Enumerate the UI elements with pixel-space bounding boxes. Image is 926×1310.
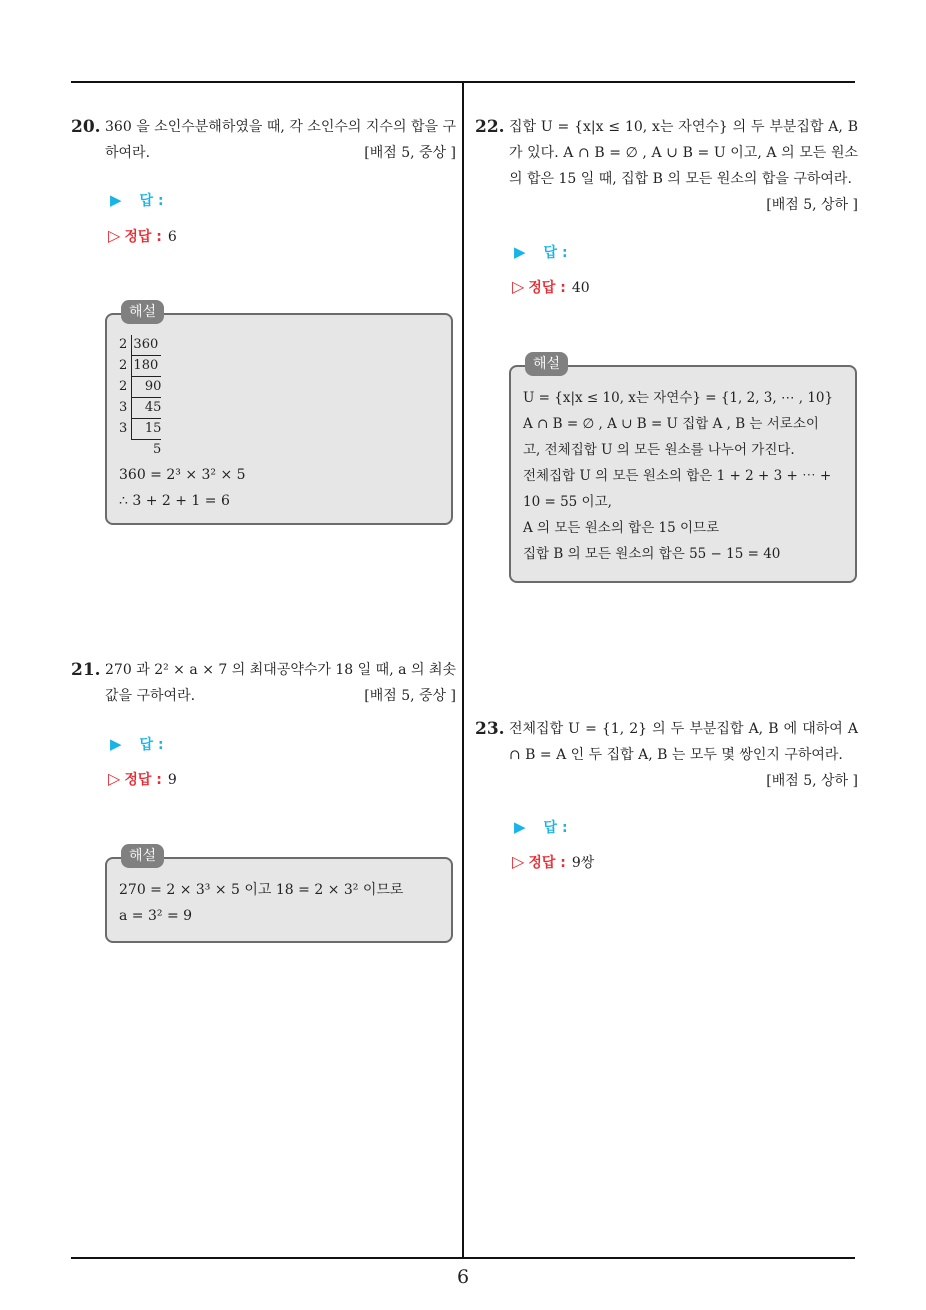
explanation-line: 고, 전체집합 U 의 모든 원소를 나누어 가진다. — [523, 442, 795, 458]
problem-text — [105, 114, 456, 166]
answer-line — [514, 817, 568, 837]
answer-label: 답 : — [543, 820, 568, 836]
explanation-line: 10 = 55 이고, — [523, 494, 612, 510]
page-number: 6 — [456, 1266, 470, 1288]
problem-21 — [71, 657, 456, 709]
explanation-line: A ∩ B = ∅ , A ∪ B = U 집합 A , B 는 서로소이 — [523, 416, 819, 432]
problem-statement: 전체집합 U = {1, 2} 의 두 부분집합 A, B 에 대하여 A ∩ B = A 인 두 집합 A, B 는 모두 몇 쌍인지 구하여라. — [509, 721, 858, 763]
solution-line — [512, 277, 590, 297]
solution-label: 정답 : — [124, 772, 162, 788]
solution-arrow-icon: ▷ — [108, 226, 121, 245]
division-row: 2 180 — [119, 356, 439, 377]
answer-label: 답 : — [139, 193, 164, 209]
answer-arrow-icon: ▶ — [514, 818, 526, 836]
explanation-line: 전체집합 U 의 모든 원소의 합은 1 + 2 + 3 + ⋯ + — [523, 468, 832, 484]
score-label: [배점 5, 중상 ] — [364, 145, 456, 161]
explanation-box — [105, 848, 453, 943]
answer-label: 답 : — [543, 245, 568, 261]
explanation-line: A 의 모든 원소의 합은 15 이므로 — [523, 520, 720, 536]
explanation-line: a = 3² = 9 — [119, 908, 193, 924]
answer-line — [110, 734, 164, 754]
explanation-tag: 해설 — [525, 352, 568, 376]
problem-text — [509, 716, 858, 794]
division-ladder — [119, 335, 439, 460]
answer-arrow-icon: ▶ — [514, 243, 526, 261]
answer-arrow-icon: ▶ — [110, 191, 122, 209]
solution-line — [108, 226, 177, 246]
division-row: 2 360 — [119, 335, 439, 356]
problem-text — [105, 657, 456, 709]
problem-22 — [475, 114, 858, 218]
solution-label: 정답 : — [528, 855, 566, 871]
division-row: 3 15 — [119, 419, 439, 440]
solution-value: 6 — [167, 229, 177, 245]
explanation-line: 360 = 2³ × 3² × 5 — [119, 467, 246, 483]
problem-number: 21. — [71, 660, 101, 680]
problem-statement: 집합 U = {x|x ≤ 10, x는 자연수} 의 두 부분집합 A, B 가 있다. A ∩ B = ∅ , A ∪ B = U 이고, A 의 모든 원소의 합은 15 일 때, 집합 B 의 모든 원소의 합을 구하여라. — [509, 119, 858, 187]
solution-arrow-icon: ▷ — [512, 277, 525, 296]
division-remainder: 5 — [153, 442, 162, 457]
problem-statement: 360 을 소인수분해하였을 때, 각 소인수의 지수의 합을 구하여라. — [105, 119, 456, 161]
solution-label: 정답 : — [124, 229, 162, 245]
score-label: [배점 5, 상하 ] — [766, 197, 858, 213]
solution-line — [108, 769, 177, 789]
explanation-box — [509, 356, 857, 583]
explanation-tag: 해설 — [121, 844, 164, 868]
explanation-line: U = {x|x ≤ 10, x는 자연수} = {1, 2, 3, ⋯ , 10} — [523, 390, 834, 406]
solution-arrow-icon: ▷ — [108, 769, 121, 788]
answer-arrow-icon: ▶ — [110, 735, 122, 753]
problem-statement: 270 과 2² × a × 7 의 최대공약수가 18 일 때, a 의 최솟값을 구하여라. — [105, 662, 456, 704]
division-row: 3 45 — [119, 398, 439, 419]
division-row: 2 90 — [119, 377, 439, 398]
answer-line — [514, 242, 568, 262]
problem-number: 23. — [475, 719, 505, 739]
explanation-line: 집합 B 의 모든 원소의 합은 55 − 15 = 40 — [523, 546, 781, 562]
bottom-rule — [71, 1257, 855, 1259]
solution-label: 정답 : — [528, 280, 566, 296]
problem-text — [509, 114, 858, 218]
solution-value: 9 — [167, 772, 177, 788]
explanation-tag: 해설 — [121, 300, 164, 324]
answer-label: 답 : — [139, 737, 164, 753]
solution-arrow-icon: ▷ — [512, 852, 525, 871]
problem-20 — [71, 114, 456, 166]
explanation-box — [105, 304, 453, 525]
solution-value: 40 — [571, 280, 590, 296]
explanation-line: 270 = 2 × 3³ × 5 이고 18 = 2 × 3² 이므로 — [119, 882, 404, 898]
problem-number: 20. — [71, 117, 101, 137]
score-label: [배점 5, 상하 ] — [766, 773, 858, 789]
problem-number: 22. — [475, 117, 505, 137]
score-label: [배점 5, 중상 ] — [364, 688, 456, 704]
solution-value: 9쌍 — [571, 855, 595, 871]
column-divider — [462, 82, 464, 1258]
solution-line — [512, 852, 594, 872]
problem-23 — [475, 716, 858, 794]
explanation-line: ∴ 3 + 2 + 1 = 6 — [119, 493, 230, 509]
answer-line — [110, 190, 164, 210]
